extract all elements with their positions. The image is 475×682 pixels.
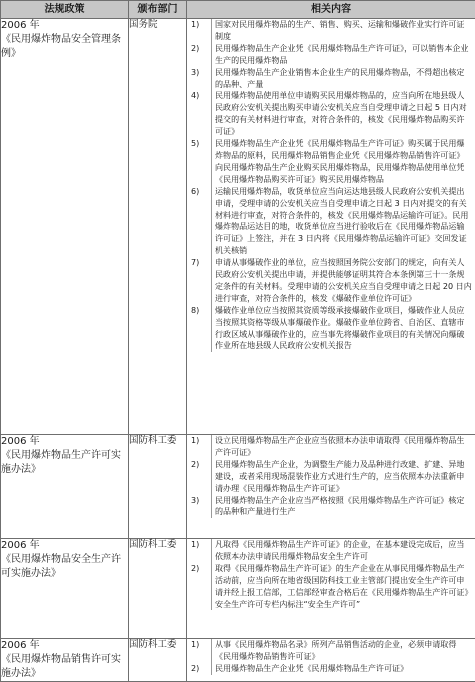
policy-title: 《民用爆炸物品销售许可实施办法》 <box>1 654 121 679</box>
dept-cell: 国防科工委 <box>129 539 187 639</box>
item-text: 运输民用爆炸物品，收货单位应当向运达地县级人民政府公安机关提出申请，受理申请的公安机关应当自受理申请之日起 3 日内对提交的有关材料进行审查，对符合条件的，核发《民用爆炸物品运输许可证》。民用爆炸物品运达目的地，收货单位应当进行验收后在《民用爆炸物品运输许可证》上签注，并在 3 日内将《民用爆炸物品运输许可证》交回发证机关核销 <box>211 186 475 257</box>
item-text: 民用爆炸物品生产企业凭《民用爆炸物品生产许可证》购买属于民用爆炸物品的原料，民用爆炸物品销售企业凭《民用爆炸物品销售许可证》向民用爆炸物品生产企业购买民用爆炸物品，民用爆炸物品使用单位凭《民用爆炸物品购买许可证》购买民用爆炸物品 <box>211 138 475 186</box>
policy-year: 2006 年 <box>1 640 40 651</box>
item-number: 2) <box>187 459 211 495</box>
header-policy: 法规政策 <box>1 1 129 19</box>
list-item <box>187 67 475 91</box>
dept-cell: 国防科工委 <box>129 435 187 539</box>
item-text: 从事《民用爆炸物品名录》所列产品销售活动的企业，必须申请取得《民用爆炸物品销售许可证》 <box>211 639 475 663</box>
list-item <box>187 257 475 305</box>
header-dept: 颁布部门 <box>129 1 187 19</box>
content-cell <box>187 19 475 435</box>
item-number: 1) <box>187 435 211 459</box>
item-number: 3) <box>187 67 211 91</box>
dept-cell: 国务院 <box>129 19 187 435</box>
item-number: 6) <box>187 186 211 257</box>
item-number: 1) <box>187 19 211 43</box>
item-text: 民用爆炸物品生产企业，为调整生产能力及品种进行改建、扩建、异地建设，或者采用现场混装作业方式进行生产的，应当依照本办法重新申请办理《民用爆炸物品生产许可证》 <box>211 459 475 495</box>
list-item <box>187 663 475 675</box>
header-content: 相关内容 <box>187 1 475 19</box>
item-text: 取得《民用爆炸物品生产许可证》的生产企业在从事民用爆炸物品生产活动前，应当向所在地省级国防科技工业主管部门提出安全生产许可申请并经上报工信部，工信部经审查合格后在《民用爆炸物品生产许可证》安全生产许可专栏内标注“安全生产许可” <box>211 563 475 611</box>
policy-title: 《民用爆炸物品安全生产许可实施办法》 <box>1 554 121 579</box>
item-number: 4) <box>187 90 211 138</box>
list-item <box>187 90 475 138</box>
dept-cell: 国防科工委 <box>129 639 187 682</box>
table-row <box>1 19 475 435</box>
policy-cell <box>1 539 129 639</box>
item-text: 民用爆炸物品生产企业销售本企业生产的民用爆炸物品，不得超出核定的品种、产量 <box>211 67 475 91</box>
policy-cell <box>1 639 129 682</box>
item-number: 2) <box>187 563 211 611</box>
table-row <box>1 539 475 639</box>
item-text: 国家对民用爆炸物品的生产、销售、购买、运输和爆破作业实行许可证制度 <box>211 19 475 43</box>
policy-year: 2006 年 <box>1 540 40 551</box>
item-number: 2) <box>187 663 211 675</box>
list-item <box>187 563 475 611</box>
item-number: 1) <box>187 539 211 563</box>
list-item <box>187 43 475 67</box>
policy-title: 《民用爆炸物品安全管理条例》 <box>1 34 121 59</box>
item-text: 民用爆炸物品生产企业凭《民用爆炸物品生产许可证》 <box>211 663 475 675</box>
item-text: 民用爆炸物品生产企业凭《民用爆炸物品生产许可证》，可以销售本企业生产的民用爆炸物品 <box>211 43 475 67</box>
item-number: 5) <box>187 138 211 186</box>
item-number: 8) <box>187 305 211 353</box>
policy-title: 《民用爆炸物品生产许可实施办法》 <box>1 450 121 475</box>
item-text: 凡取得《民用爆炸物品生产许可证》的企业，在基本建设完成后，应当依照本办法申请民用爆炸物品安全生产许可 <box>211 539 475 563</box>
list-item <box>187 459 475 495</box>
table-row <box>1 639 475 682</box>
list-item <box>187 495 475 519</box>
table-header-row <box>1 1 475 19</box>
item-number: 3) <box>187 495 211 519</box>
item-text: 申请从事爆破作业的单位，应当按照国务院公安部门的规定，向有关人民政府公安机关提出申请，并提供能够证明其符合本条例第三十一条规定条件的有关材料。受理申请的公安机关应当自受理申请之日起 20 日内进行审查，对符合条件的，核发《爆破作业单位许可证》 <box>211 257 475 305</box>
item-text: 民用爆炸物品生产企业应当严格按照《民用爆炸物品生产许可证》核定的品种和产量进行生产 <box>211 495 475 519</box>
content-cell <box>187 435 475 539</box>
list-item <box>187 435 475 459</box>
policy-year: 2006 年 <box>1 436 40 447</box>
list-item <box>187 186 475 257</box>
policy-cell <box>1 19 129 435</box>
table-row <box>1 435 475 539</box>
list-item <box>187 19 475 43</box>
item-number: 1) <box>187 639 211 663</box>
policy-cell <box>1 435 129 539</box>
list-item <box>187 539 475 563</box>
item-text: 民用爆炸物品使用单位申请购买民用爆炸物品的，应当向所在地县级人民政府公安机关提出购买申请公安机关应当自受理申请之日起 5 日内对提交的有关材料进行审查，对符合条件的，核发《民用爆炸物品购买许可证》 <box>211 90 475 138</box>
list-item <box>187 138 475 186</box>
content-cell <box>187 639 475 682</box>
list-item <box>187 639 475 663</box>
content-cell <box>187 539 475 639</box>
policy-year: 2006 年 <box>1 20 40 31</box>
item-number: 7) <box>187 257 211 305</box>
list-item <box>187 305 475 353</box>
item-text: 设立民用爆炸物品生产企业应当依照本办法申请取得《民用爆炸物品生产许可证》 <box>211 435 475 459</box>
item-text: 爆破作业单位应当按照其资质等级承接爆破作业项目，爆破作业人员应当按照其资格等级从事爆破作业。爆破作业单位跨省、自治区、直辖市行政区域从事爆破作业的，应当事先将爆破作业项目的有关情况向爆破作业所在地县级人民政府公安机关报告 <box>211 305 475 353</box>
item-number: 2) <box>187 43 211 67</box>
